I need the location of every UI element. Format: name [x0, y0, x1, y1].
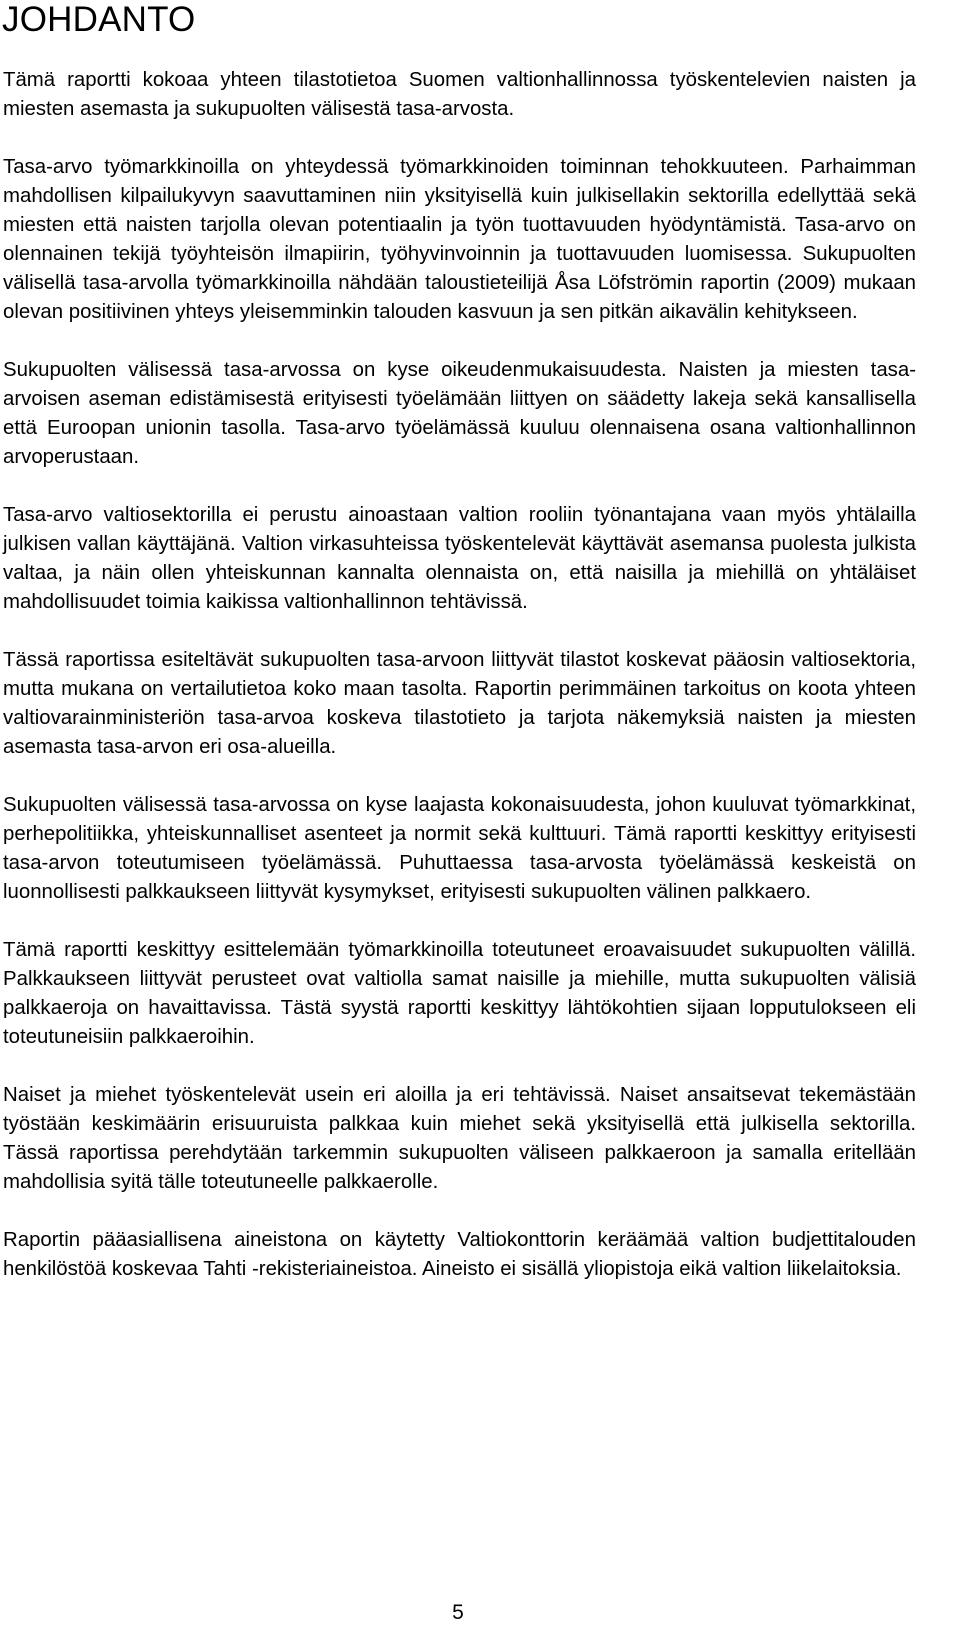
page-number: 5: [452, 1601, 464, 1624]
page-title: JOHDANTO: [2, 0, 196, 39]
body-text: [3, 66, 916, 1313]
paragraph-4: Tasa-arvo valtiosektorilla ei perustu ainoastaan valtion rooliin työnantajana vaan myös yhtälailla julkisen vallan käyttäjänä. Valtion virkasuhteissa työskentelevät käyttävät asemansa puolesta julkista valtaa, ja näin ollen yhteiskunnan kannalta olennaista on, että naisilla ja miehillä on yhtäläiset mahdollisuudet toimia kaikissa valtionhallinnon tehtävissä.: [3, 504, 916, 613]
paragraph-1: Tämä raportti kokoaa yhteen tilastotietoa Suomen valtionhallinnossa työskentelevien naisten ja miesten asemasta ja sukupuolten välisestä tasa-arvosta.: [3, 69, 916, 120]
paragraph-2: Tasa-arvo työmarkkinoilla on yhteydessä työmarkkinoiden toiminnan tehokkuuteen. Parhaimman mahdollisen kilpailukyvyn saavuttaminen niin yksityisellä kuin julkisellakin sektorilla edellyttää sekä miesten että naisten tarjolla olevan potentiaalin ja työn tuottavuuden hyödyntämistä. Tasa-arvo on olennainen tekijä työyhteisön ilmapiirin, työhyvinvoinnin ja tuottavuuden luomisessa. Sukupuolten välisellä tasa-arvolla työmarkkinoilla nähdään taloustieteilijä Åsa Löfströmin raportin (2009) mukaan olevan positiivinen yhteys yleisemminkin talouden kasvuun ja sen pitkän aikavälin kehitykseen.: [3, 156, 916, 323]
paragraph-6: Sukupuolten välisessä tasa-arvossa on kyse laajasta kokonaisuudesta, johon kuuluvat työmarkkinat, perhepolitiikka, yhteiskunnalliset asenteet ja normit sekä kulttuuri. Tämä raportti keskittyy erityisesti tasa-arvon toteutumiseen työelämässä. Puhuttaessa tasa-arvosta työelämässä keskeistä on luonnollisesti palkkaukseen liittyvät kysymykset, erityisesti sukupuolten välinen palkkaero.: [3, 794, 916, 903]
paragraph-9: Raportin pääasiallisena aineistona on käytetty Valtiokonttorin keräämää valtion budjettitalouden henkilöstöä koskevaa Tahti -rekisteriaineistoa. Aineisto ei sisällä yliopistoja eikä valtion liikelaitoksia.: [3, 1229, 916, 1280]
paragraph-7: Tämä raportti keskittyy esittelemään työmarkkinoilla toteutuneet eroavaisuudet sukupuolten välillä. Palkkaukseen liittyvät perusteet ovat valtiolla samat naisille ja miehille, mutta sukupuolten välisiä palkkaeroja on havaittavissa. Tästä syystä raportti keskittyy lähtökohtien sijaan lopputulokseen eli toteutuneisiin palkkaeroihin.: [3, 939, 916, 1048]
paragraph-8: Naiset ja miehet työskentelevät usein eri aloilla ja eri tehtävissä. Naiset ansaitsevat tekemästään työstään keskimäärin erisuuruista palkkaa kuin miehet sekä yksityisellä että julkisella sektorilla. Tässä raportissa perehdytään tarkemmin sukupuolten väliseen palkkaeroon ja samalla eritellään mahdollisia syitä tälle toteutuneelle palkkaerolle.: [3, 1084, 916, 1193]
paragraph-3: Sukupuolten välisessä tasa-arvossa on kyse oikeudenmukaisuudesta. Naisten ja miesten tasa-arvoisen aseman edistämisestä erityisesti työelämään liittyen on säädetty lakeja sekä kansallisella että Euroopan unionin tasolla. Tasa-arvo työelämässä kuuluu olennaisena osana valtionhallinnon arvoperustaan.: [3, 359, 916, 468]
paragraph-5: Tässä raportissa esiteltävät sukupuolten tasa-arvoon liittyvät tilastot koskevat pääosin valtiosektoria, mutta mukana on vertailutietoa koko maan tasolta. Raportin perimmäinen tarkoitus on koota yhteen valtiovarainministeriön tasa-arvoa koskeva tilastotieto ja tarjota näkemyksiä naisten ja miesten asemasta tasa-arvon eri osa-alueilla.: [3, 649, 916, 758]
